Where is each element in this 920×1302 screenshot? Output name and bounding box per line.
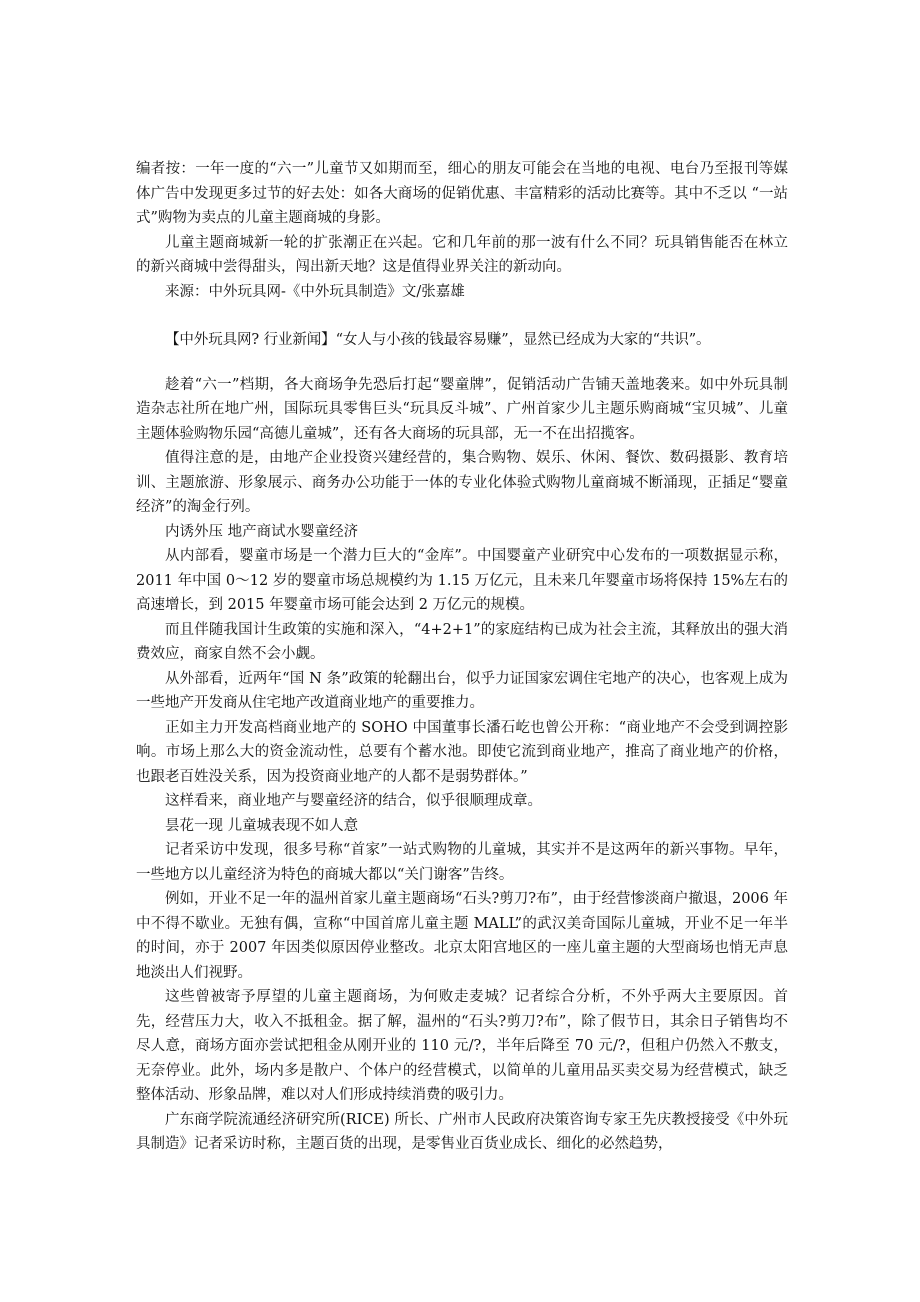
paragraph-11: 广东商学院流通经济研究所(RICE) 所长、广州市人民政府决策咨询专家王先庆教授接受《中外玩具制造》记者采访时称，主题百货的出现，是零售业百货业成长、细化的必然趋势，	[136, 1111, 788, 1152]
paragraph-5: 从外部看，近两年“国 N 条”政策的轮翻出台，似乎力证国家宏调住宅地产的决心，也客观上成为一些地产开发商从住宅地产改道商业地产的重要推力。	[136, 670, 788, 711]
section-heading-1: 内诱外压 地产商试水婴童经济	[165, 523, 359, 540]
article-body	[136, 157, 788, 1157]
news-lead: 【中外玩具网? 行业新闻】“女人与小孩的钱最容易赚”，显然已经成为大家的“共识”。	[165, 332, 711, 348]
section-heading-2: 昙花一现 儿童城表现不如人意	[165, 817, 359, 834]
paragraph-4: 而且伴随我国计生政策的实施和深入，“4+2+1”的家庭结构已成为社会主流，其释放出的强大消费效应，商家自然不会小觑。	[136, 621, 788, 662]
spacer	[136, 304, 788, 328]
intro-paragraph: 儿童主题商城新一轮的扩张潮正在兴起。它和几年前的那一波有什么不同？玩具销售能否在林立的新兴商城中尝得甜头，闯出新天地？这是值得业界关注的新动向。	[136, 234, 788, 275]
spacer	[136, 353, 788, 373]
paragraph-9: 例如，开业不足一年的温州首家儿童主题商场“石头?剪刀?布”，由于经营惨淡商户撤退，2006 年中不得不歇业。无独有偶，宣称“中国首席儿童主题 MALL”的武汉美奇国际儿童城，开业不足一年半的时间，亦于 2007 年因类似原因停业整改。北京太阳宫地区的一座儿童主题的大型商场也悄无声息地淡出人们视野。	[136, 891, 788, 981]
editor-note: 编者按：一年一度的“六一”儿童节又如期而至，细心的朋友可能会在当地的电视、电台乃至报刊等媒体广告中发现更多过节的好去处：如各大商场的促销优惠、丰富精彩的活动比赛等。其中不乏以 “一站式”购物为卖点的儿童主题商城的身影。	[136, 161, 788, 226]
paragraph-10: 这些曾被寄予厚望的儿童主题商场，为何败走麦城？记者综合分析，不外乎两大主要原因。首先，经营压力大，收入不抵租金。据了解，温州的“石头?剪刀?布”，除了假节日，其余日子销售均不尽人意，商场方面亦尝试把租金从刚开业的 110 元/?，半年后降至 70 元/?，但租户仍然入不敷支，无奈停业。此外，场内多是散户、个体户的经营模式，以简单的儿童用品买卖交易为经营模式，缺乏整体活动、形象品牌，难以对人们形成持续消费的吸引力。	[136, 989, 788, 1103]
paragraph-7: 这样看来，商业地产与婴童经济的结合，似乎很顺理成章。	[165, 793, 542, 809]
paragraph-8: 记者采访中发现，很多号称“首家”一站式购物的儿童城，其实并不是这两年的新兴事物。早年，一些地方以儿童经济为特色的商城大都以“关门谢客”告终。	[136, 842, 788, 883]
paragraph-1: 趁着“六一”档期，各大商场争先恐后打起“婴童牌”，促销活动广告铺天盖地袭来。如中外玩具制造杂志社所在地广州，国际玩具零售巨头“玩具反斗城”、广州首家少儿主题乐购商城“宝贝城”、儿童主题体验购物乐园“高德儿童城”，还有各大商场的玩具部，无一不在出招揽客。	[136, 376, 788, 442]
paragraph-3: 从内部看，婴童市场是一个潜力巨大的“金库”。中国婴童产业研究中心发布的一项数据显示称，2011 年中国 0～12 岁的婴童市场总规模约为 1.15 万亿元，且未来几年婴童市场将保持 15%左右的高速增长，到 2015 年婴童市场可能会达到 2 万亿元的规模。	[136, 548, 788, 613]
paragraph-2: 值得注意的是，由地产企业投资兴建经营的，集合购物、娱乐、休闲、餐饮、数码摄影、教育培训、主题旅游、形象展示、商务办公功能于一体的专业化体验式购物儿童商城不断涌现，正插足“婴童经济”的淘金行列。	[136, 450, 788, 515]
source-line: 来源：中外玩具网-《中外玩具制造》文/张嘉雄	[165, 283, 465, 300]
paragraph-6: 正如主力开发高档商业地产的 SOHO 中国董事长潘石屹也曾公开称：“商业地产不会受到调控影响。市场上那么大的资金流动性，总要有个蓄水池。即使它流到商业地产，推高了商业地产的价格，也跟老百姓没关系，因为投资商业地产的人都不是弱势群体。”	[136, 719, 788, 785]
